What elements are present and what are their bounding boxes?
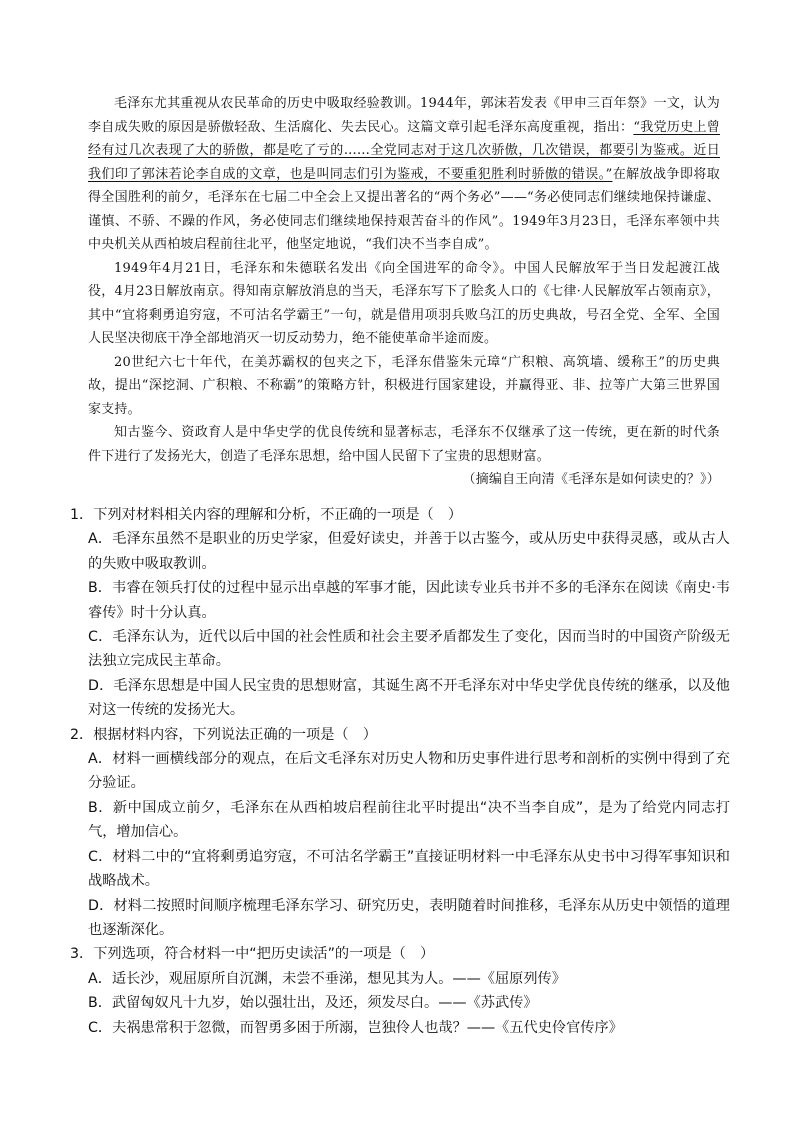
question-2-option-d: D．材料二按照时间顺序梳理毛泽东学习、研究历史，表明随着时间推移，毛泽东从历史中领悟的道理也逐渐深化。 — [88, 897, 730, 938]
passage-paragraph-1-text-b: 在解放战争即将取得全国胜利的前夕，毛泽东在七届二中全会上又提出著名的“两个务必”——“务必使同志们继续地保持谦虚、谨慎、不骄、不躁的作风，务必使同志们继续地保持艰苦奋斗的作风”。1949年3月23日，毛泽东率领中共中央机关从西柏坡启程前往北平，他坚定地说，“我们决不当李自成”。 — [88, 166, 720, 252]
passage-paragraph-4: 知古鉴今、资政育人是中华史学的优良传统和显著标志，毛泽东不仅继承了这一传统，更在新的时代条件下进行了发扬光大，创造了毛泽东思想，给中国人民留下了宝贵的思想财富。 — [88, 425, 720, 464]
question-1-stem: 1．下列对材料相关内容的理解和分析，不正确的一项是（ ） — [70, 507, 463, 523]
question-2 — [70, 723, 730, 943]
question-1-option-a: A．毛泽东虽然不是职业的历史学家，但爱好读史，并善于以古鉴今，或从历史中获得灵感，或从古人的失败中吸取教训。 — [88, 531, 730, 572]
underlined-quote: “我党历史上曾经有过几次表现了大的骄傲，都是吃了亏的……全党同志对于这几次骄傲，几次错误，都要引为鉴戒。近日我们印了郭沫若论李自成的文章，也是叫同志们引为鉴戒，不要重犯胜利时骄傲的错误。” — [88, 119, 721, 182]
passage-paragraph-1-text-a: 毛泽东尤其重视从农民革命的历史中吸取经验教训。1944年，郭沫若发表《甲申三百年祭》一文，认为李自成失败的原因是骄傲轻敌、生活腐化、失去民心。这篇文章引起毛泽东高度重视，指出： — [88, 96, 720, 135]
passage-paragraph-2: 1949年4月21日，毛泽东和朱德联名发出《向全国进军的命令》。中国人民解放军于当日发起渡江战役，4月23日解放南京。得知南京解放消息的当天，毛泽东写下了脍炙人口的《七律·人民解放军占领南京》，其中“宜将剩勇追穷寇，不可沽名学霸王”一句，就是借用项羽兵败乌江的历史典故，号召全党、全军、全国人民坚决彻底干净全部地消灭一切反动势力，绝不能使革命半途而废。 — [88, 260, 720, 346]
question-2-option-c: C．材料二中的“宜将剩勇追穷寇，不可沽名学霸王”直接证明材料一中毛泽东从史书中习得军事知识和战略战术。 — [88, 848, 730, 890]
reading-passage — [88, 92, 720, 492]
question-1-option-d: D．毛泽东思想是中国人民宝贵的思想财富，其诞生离不开毛泽东对中华史学优良传统的继承，以及他对这一传统的发扬光大。 — [88, 677, 730, 719]
question-1-option-c: C．毛泽东认为，近代以后中国的社会性质和社会主要矛盾都发生了变化，因而当时的中国资产阶级无法独立完成民主革命。 — [88, 629, 730, 670]
passage-source: （摘编自王向清《毛泽东是如何读史的？》） — [462, 472, 720, 487]
question-2-option-b: B．新中国成立前夕，毛泽东在从西柏坡启程前往北平时提出“决不当李自成”，是为了给党内同志打气，增加信心。 — [88, 799, 730, 841]
question-list — [70, 503, 730, 1040]
passage-paragraph-1 — [88, 92, 720, 257]
question-1-option-b: B．韦睿在领兵打仗的过程中显示出卓越的军事才能，因此读专业兵书并不多的毛泽东在阅读《南史·韦睿传》时十分认真。 — [88, 580, 730, 621]
question-3-stem: 3．下列选项，符合材料一中“把历史读活”的一项是（ ） — [70, 946, 435, 963]
passage-paragraph-3: 20世纪六七十年代，在美苏霸权的包夹之下，毛泽东借鉴朱元璋“广积粮、高筑墙、缓称王”的历史典故，提出“深挖洞、广积粮、不称霸”的策略方针，积极进行国家建设，并赢得亚、非、拉等广大第三世界国家支持。 — [88, 354, 720, 417]
question-3 — [70, 942, 730, 1040]
question-2-option-a: A．材料一画横线部分的观点，在后文毛泽东对历史人物和历史事件进行思考和剖析的实例中得到了充分验证。 — [88, 751, 730, 792]
question-3-option-a: A．适长沙，观屈原所自沉渊，未尝不垂涕，想见其为人。——《屈原列传》 — [88, 970, 566, 987]
question-2-stem: 2．根据材料内容，下列说法正确的一项是（ ） — [70, 726, 377, 743]
question-3-option-b: B．武留匈奴凡十九岁，始以强壮出，及还，须发尽白。——《苏武传》 — [88, 995, 538, 1012]
question-1 — [70, 503, 730, 723]
question-3-option-c: C．夫祸患常积于忽微，而智勇多困于所溺，岂独伶人也哉？——《五代史伶官传序》 — [88, 1019, 623, 1036]
